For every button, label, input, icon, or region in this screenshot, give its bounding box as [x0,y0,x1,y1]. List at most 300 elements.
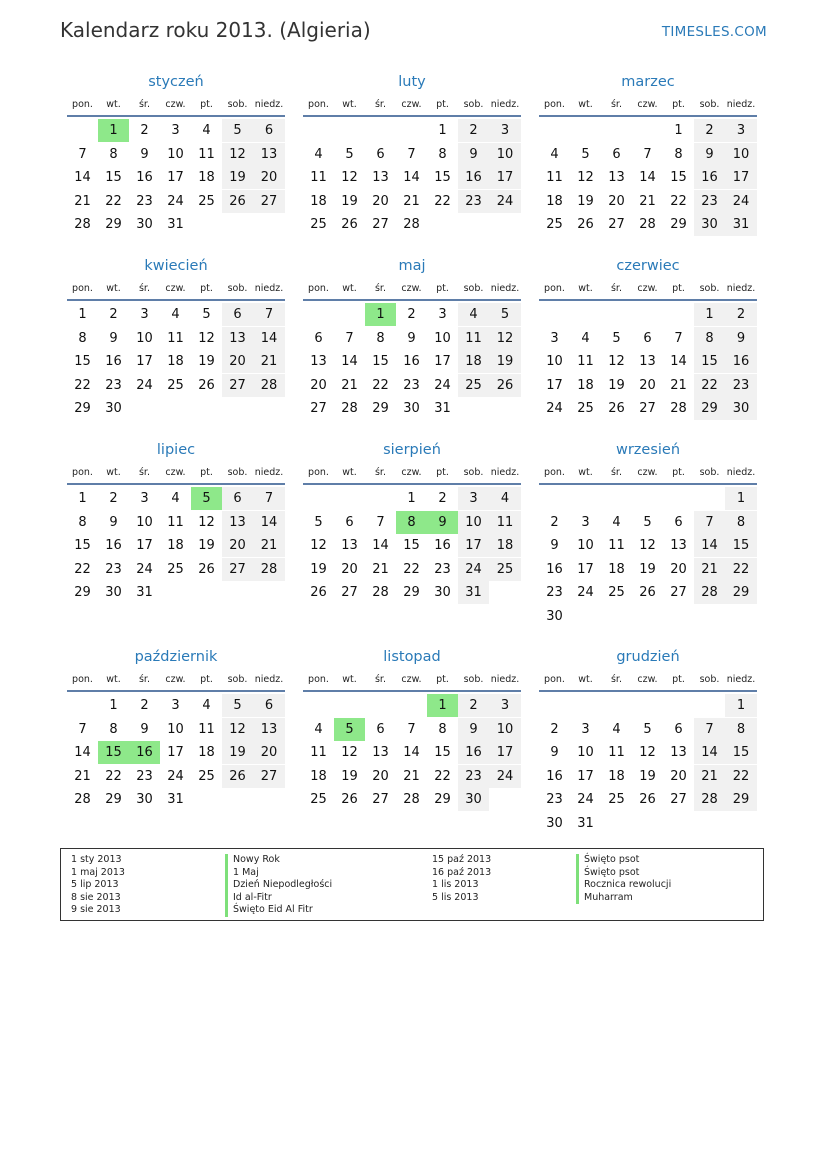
day-cell: 27 [222,558,253,581]
day-cell: 24 [167,193,184,209]
day-cell: 16 [546,768,563,784]
weekday-label: sob. [463,99,484,110]
day-cell: 6 [643,330,652,346]
day-cell: 27 [670,585,687,600]
day-cell: 4 [489,487,521,510]
weekday-label: pt. [672,283,685,294]
holiday-day-cell: 16 [129,741,160,764]
day-cell: 8 [438,146,447,162]
day-cell: 30 [546,815,563,831]
weekday-label: pt. [436,99,449,110]
page-title: Kalendarz roku 2013. (Algieria) [60,18,371,42]
day-cell: 28 [403,792,420,807]
holiday-day-cell: 9 [427,511,458,534]
day-cell: 3 [725,119,757,142]
day-cell: 19 [198,354,215,369]
day-cell: 13 [222,511,253,534]
day-cell: 30 [458,788,489,811]
weekday-header [303,670,521,689]
weekday-label: wt. [106,674,121,685]
days-grid [67,485,285,605]
day-cell: 16 [136,170,153,185]
day-cell: 28 [253,558,285,581]
day-cell: 28 [694,788,725,811]
weekday-header [67,95,285,114]
day-cell: 1 [78,491,87,506]
day-cell: 30 [403,401,420,416]
day-cell: 12 [639,538,656,553]
day-cell: 17 [489,741,521,764]
day-cell: 19 [198,538,215,553]
day-cell: 24 [725,190,757,213]
day-cell: 21 [74,768,91,784]
legend-holiday-name: Muharram [576,892,671,905]
day-cell: 23 [458,190,489,213]
weekday-label: wt. [106,467,121,478]
day-cell: 11 [310,745,327,760]
day-cell: 11 [546,170,563,185]
weekday-label: czw. [165,99,186,110]
day-cell: 15 [670,170,687,185]
day-cell: 9 [725,327,757,350]
holiday-day-cell: 8 [396,511,427,534]
day-cell: 18 [310,193,327,209]
day-cell: 27 [253,190,285,213]
weekday-label: niedz. [490,467,520,478]
day-cell: 12 [341,745,358,760]
legend-date: 1 maj 2013 [71,866,125,878]
days-grid [67,692,285,812]
day-cell: 4 [171,491,180,506]
legend-names-left [225,854,332,917]
day-cell: 13 [639,354,656,369]
day-cell: 6 [376,721,385,737]
day-cell: 7 [253,303,285,326]
day-cell: 23 [694,190,725,213]
day-cell: 18 [198,745,215,760]
day-cell: 25 [458,374,489,397]
weekday-label: niedz. [726,99,756,110]
day-cell: 16 [546,561,563,577]
day-cell: 8 [725,718,757,741]
day-cell: 8 [674,146,683,162]
weekday-header [67,463,285,482]
weekday-label: pt. [672,674,685,685]
day-cell: 12 [639,745,656,760]
day-cell: 21 [403,768,420,784]
day-cell: 18 [577,377,594,393]
day-cell: 13 [253,143,285,166]
day-cell: 22 [105,193,122,209]
day-cell: 3 [458,487,489,510]
legend-dates-right [432,854,491,904]
day-cell: 9 [140,146,149,162]
weekday-label: śr. [610,283,622,294]
day-cell: 16 [725,350,757,373]
day-cell: 31 [167,217,184,232]
weekday-label: wt. [342,99,357,110]
day-cell: 12 [198,514,215,530]
day-cell: 13 [222,327,253,350]
day-cell: 26 [639,792,656,807]
day-cell: 1 [674,123,683,138]
day-cell: 19 [222,741,253,764]
weekday-label: sob. [227,99,248,110]
legend-date: 8 sie 2013 [71,891,121,903]
day-cell: 9 [458,718,489,741]
day-cell: 26 [310,585,327,600]
day-cell: 28 [341,401,358,416]
day-cell: 20 [670,561,687,577]
day-cell: 3 [438,307,447,322]
day-cell: 20 [341,561,358,577]
day-cell: 23 [136,193,153,209]
day-cell: 20 [670,768,687,784]
day-cell: 10 [434,330,451,346]
day-cell: 12 [222,143,253,166]
day-cell: 25 [167,561,184,577]
day-cell: 25 [546,217,563,232]
day-cell: 24 [577,585,594,600]
day-cell: 25 [198,193,215,209]
weekday-label: śr. [610,467,622,478]
weekday-header [539,670,757,689]
day-cell: 27 [341,585,358,600]
month-name: listopad [383,649,441,665]
day-cell: 11 [608,745,625,760]
day-cell: 12 [577,170,594,185]
day-cell: 8 [725,511,757,534]
day-cell: 9 [550,745,559,760]
weekday-label: śr. [138,674,150,685]
day-cell: 2 [458,119,489,142]
day-cell: 10 [489,143,521,166]
day-cell: 6 [345,514,354,530]
day-cell: 18 [608,768,625,784]
legend-holiday-name: Rocznica rewolucji [576,879,671,892]
day-cell: 7 [643,146,652,162]
day-cell: 13 [372,745,389,760]
days-grid [303,117,521,237]
day-cell: 15 [74,538,91,553]
weekday-label: czw. [165,467,186,478]
weekday-label: niedz. [490,283,520,294]
days-grid [539,301,757,421]
day-cell: 22 [434,768,451,784]
day-cell: 21 [341,377,358,393]
weekday-label: pt. [200,283,213,294]
day-cell: 6 [253,119,285,142]
day-cell: 26 [222,190,253,213]
weekday-label: śr. [138,99,150,110]
holiday-legend [60,848,764,921]
day-cell: 4 [171,307,180,322]
day-cell: 21 [253,350,285,373]
day-cell: 14 [694,534,725,557]
day-cell: 27 [670,792,687,807]
day-cell: 3 [140,307,149,322]
day-cell: 24 [136,561,153,577]
day-cell: 2 [550,514,559,530]
day-cell: 5 [222,119,253,142]
day-cell: 15 [725,741,757,764]
weekday-label: pon. [72,283,93,294]
month-calendar [67,71,285,237]
day-cell: 26 [639,585,656,600]
weekday-label: sob. [699,99,720,110]
day-cell: 9 [550,538,559,553]
day-cell: 4 [581,330,590,346]
day-cell: 21 [253,534,285,557]
day-cell: 17 [167,170,184,185]
day-cell: 23 [546,585,563,600]
weekday-label: czw. [401,99,422,110]
day-cell: 30 [105,401,122,416]
days-grid [67,117,285,237]
day-cell: 7 [674,330,683,346]
day-cell: 1 [694,303,725,326]
day-cell: 16 [458,741,489,764]
day-cell: 5 [489,303,521,326]
day-cell: 2 [109,491,118,506]
holiday-day-cell: 1 [427,694,458,717]
holiday-day-cell: 5 [334,718,365,741]
day-cell: 13 [310,354,327,369]
day-cell: 1 [725,487,757,510]
month-name: kwiecień [144,258,208,274]
day-cell: 21 [694,765,725,788]
day-cell: 15 [434,170,451,185]
day-cell: 29 [105,217,122,232]
day-cell: 26 [222,765,253,788]
day-cell: 13 [372,170,389,185]
month-calendar [539,255,757,421]
weekday-label: czw. [637,467,658,478]
day-cell: 18 [198,170,215,185]
day-cell: 23 [105,561,122,577]
day-cell: 29 [403,585,420,600]
month-name: maj [398,258,426,274]
day-cell: 23 [403,377,420,393]
weekday-label: niedz. [726,467,756,478]
day-cell: 24 [167,768,184,784]
day-cell: 29 [434,792,451,807]
day-cell: 6 [674,721,683,737]
day-cell: 25 [608,585,625,600]
day-cell: 4 [314,721,323,737]
weekday-label: pt. [436,467,449,478]
day-cell: 2 [550,721,559,737]
day-cell: 22 [434,193,451,209]
day-cell: 19 [341,768,358,784]
legend-date: 16 paź 2013 [432,866,492,878]
day-cell: 3 [581,721,590,737]
day-cell: 14 [253,511,285,534]
day-cell: 14 [403,745,420,760]
day-cell: 15 [403,538,420,553]
days-grid [303,692,521,812]
day-cell: 8 [78,514,87,530]
day-cell: 9 [694,143,725,166]
day-cell: 24 [577,792,594,807]
day-cell: 4 [202,123,211,138]
day-cell: 1 [438,123,447,138]
day-cell: 13 [670,538,687,553]
day-cell: 27 [310,401,327,416]
day-cell: 17 [725,166,757,189]
weekday-label: czw. [165,283,186,294]
day-cell: 24 [434,377,451,393]
weekday-label: śr. [374,674,386,685]
day-cell: 19 [639,768,656,784]
day-cell: 24 [136,377,153,393]
day-cell: 12 [341,170,358,185]
site-link[interactable]: TIMESLES.COM [661,24,767,40]
weekday-label: niedz. [726,283,756,294]
month-name: luty [398,74,426,90]
day-cell: 25 [608,792,625,807]
day-cell: 22 [403,561,420,577]
day-cell: 11 [577,354,594,369]
day-cell: 24 [489,190,521,213]
day-cell: 16 [694,166,725,189]
weekday-label: pon. [72,99,93,110]
day-cell: 18 [489,534,521,557]
days-grid [539,692,757,835]
weekday-label: czw. [637,674,658,685]
day-cell: 1 [78,307,87,322]
day-cell: 6 [222,487,253,510]
legend-date: 5 lip 2013 [71,879,119,890]
days-grid [303,301,521,421]
weekday-label: pon. [72,467,93,478]
day-cell: 20 [310,377,327,393]
day-cell: 17 [489,166,521,189]
holiday-day-cell: 1 [98,119,129,142]
day-cell: 20 [639,377,656,393]
weekday-label: pon. [308,283,329,294]
day-cell: 31 [167,792,184,807]
day-cell: 19 [310,561,327,577]
day-cell: 27 [253,765,285,788]
day-cell: 4 [202,698,211,713]
day-cell: 5 [643,721,652,737]
day-cell: 7 [345,330,354,346]
day-cell: 5 [612,330,621,346]
day-cell: 20 [253,741,285,764]
weekday-label: sob. [463,283,484,294]
weekday-label: pon. [308,467,329,478]
day-cell: 7 [694,511,725,534]
day-cell: 31 [725,213,757,236]
weekday-label: wt. [578,99,593,110]
weekday-label: niedz. [254,467,284,478]
weekday-label: wt. [578,283,593,294]
legend-date: 5 lis 2013 [432,891,479,903]
weekday-label: śr. [138,283,150,294]
day-cell: 28 [670,401,687,416]
day-cell: 1 [407,491,416,506]
weekday-label: pt. [200,467,213,478]
weekday-label: pt. [200,99,213,110]
weekday-label: śr. [610,99,622,110]
weekday-label: czw. [401,283,422,294]
weekday-label: pon. [72,674,93,685]
day-cell: 16 [434,538,451,553]
month-name: sierpień [383,442,441,458]
day-cell: 20 [608,193,625,209]
day-cell: 27 [372,792,389,807]
day-cell: 8 [694,327,725,350]
legend-holiday-name: Święto psot [576,854,671,867]
day-cell: 31 [458,581,489,604]
day-cell: 18 [167,354,184,369]
day-cell: 2 [438,491,447,506]
day-cell: 18 [458,350,489,373]
weekday-header [539,279,757,298]
weekday-header [539,463,757,482]
day-cell: 15 [74,354,91,369]
weekday-label: śr. [610,674,622,685]
day-cell: 25 [310,792,327,807]
day-cell: 23 [136,768,153,784]
day-cell: 30 [105,585,122,600]
day-cell: 3 [489,694,521,717]
day-cell: 3 [140,491,149,506]
weekday-label: sob. [227,674,248,685]
day-cell: 2 [140,123,149,138]
day-cell: 6 [222,303,253,326]
day-cell: 3 [489,119,521,142]
day-cell: 28 [74,792,91,807]
weekday-label: pon. [544,674,565,685]
day-cell: 24 [458,558,489,581]
days-grid [539,117,757,237]
day-cell: 13 [608,170,625,185]
day-cell: 18 [167,538,184,553]
day-cell: 29 [372,401,389,416]
day-cell: 8 [78,330,87,346]
weekday-label: pt. [436,283,449,294]
day-cell: 21 [694,558,725,581]
day-cell: 3 [171,123,180,138]
month-calendar [539,646,757,835]
day-cell: 11 [458,327,489,350]
weekday-label: wt. [106,99,121,110]
day-cell: 30 [725,397,757,420]
day-cell: 7 [407,146,416,162]
day-cell: 2 [109,307,118,322]
weekday-header [303,95,521,114]
day-cell: 11 [167,514,184,530]
month-name: marzec [621,74,675,90]
day-cell: 27 [608,217,625,232]
day-cell: 2 [725,303,757,326]
day-cell: 5 [581,146,590,162]
day-cell: 25 [577,401,594,416]
day-cell: 27 [222,374,253,397]
day-cell: 26 [341,217,358,232]
month-calendar [67,646,285,812]
day-cell: 24 [546,401,563,416]
day-cell: 26 [198,561,215,577]
day-cell: 8 [109,721,118,737]
day-cell: 17 [136,538,153,553]
weekday-label: pt. [200,674,213,685]
weekday-label: sob. [227,283,248,294]
day-cell: 22 [372,377,389,393]
day-cell: 4 [458,303,489,326]
